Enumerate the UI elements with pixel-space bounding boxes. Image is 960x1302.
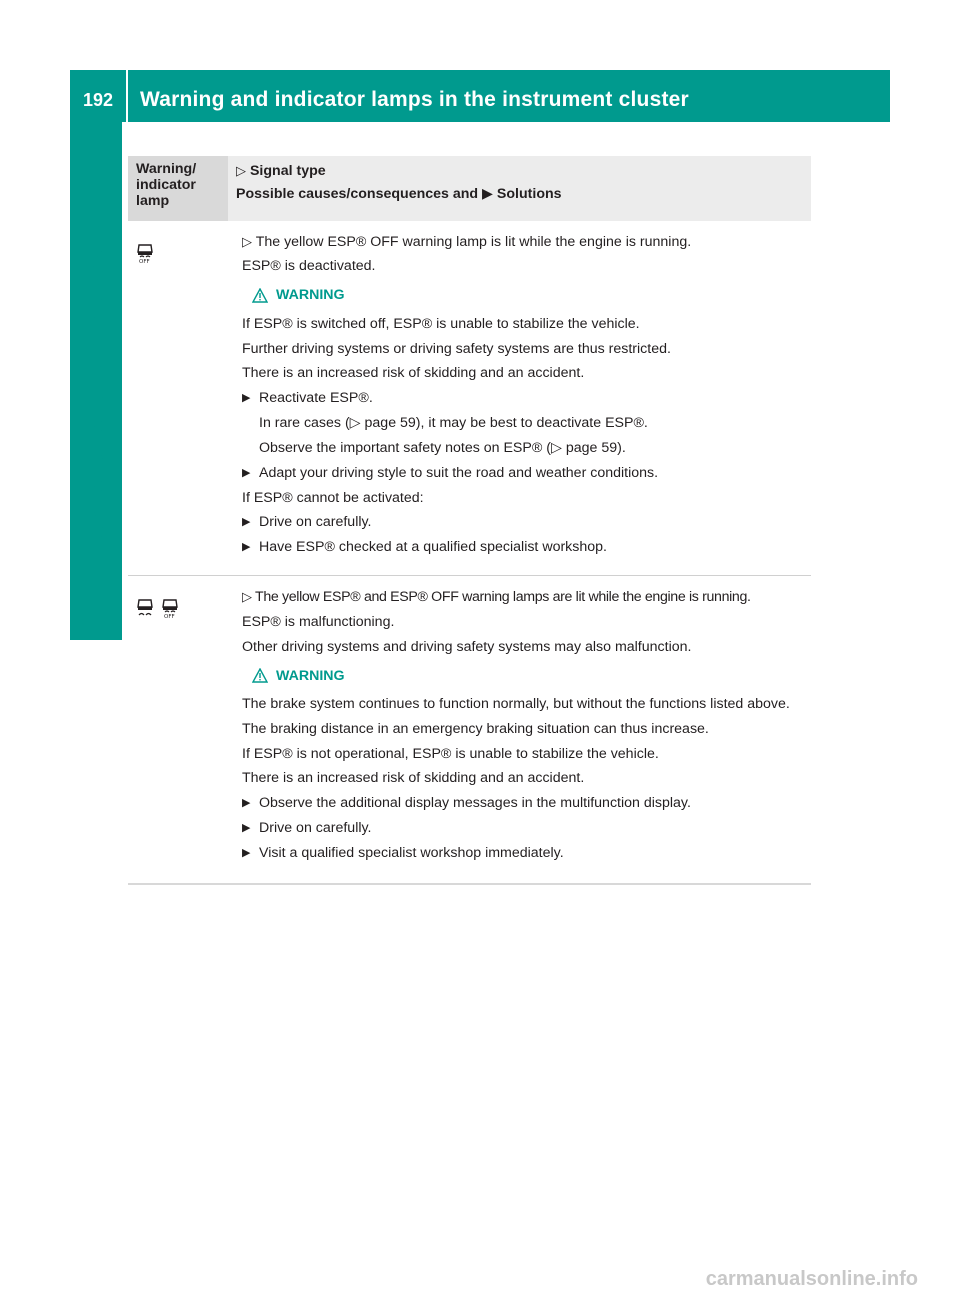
step-note: In rare cases (▷ page 59), it may be best to deactivate ESP®. (259, 415, 648, 432)
warning-line: The brake system continues to function normally, but without the functions listed above. (242, 696, 790, 713)
lamp-cell (128, 576, 228, 884)
warning-label: WARNING (276, 667, 345, 684)
svg-text:OFF: OFF (163, 614, 175, 619)
warning-triangle-icon (252, 288, 268, 303)
table-row (128, 576, 811, 884)
lamp-cell (128, 221, 228, 576)
chapter-title: Warning and indicator lamps in the instrument cluster (140, 88, 689, 111)
esp-off-icon (136, 243, 154, 263)
warning-line: There is an increased risk of skidding and an accident. (242, 770, 585, 787)
table-header-row (128, 156, 811, 221)
warning-line: If ESP® is switched off, ESP® is unable to stabilize the vehicle. (242, 315, 640, 332)
warning-triangle-icon (252, 668, 268, 683)
step-arrow-icon: ▶ (242, 392, 251, 405)
step-arrow-icon: ▶ (242, 541, 251, 554)
step: ▶ Have ESP® checked at a qualified specialist workshop. (242, 539, 607, 556)
cause-text: Other driving systems and driving safety systems may also malfunction. (242, 638, 692, 655)
info-cell (228, 221, 811, 576)
warning-line: The braking distance in an emergency braking situation can thus increase. (242, 721, 709, 737)
warning-lamps-table (128, 156, 811, 885)
step: ▶ Reactivate ESP®. (242, 390, 373, 407)
warning-line: There is an increased risk of skidding and an accident. (242, 365, 585, 382)
step: ▶ Observe the additional display messages in the multifunction display. (242, 795, 691, 812)
step-note: Observe the important safety notes on ESP® (▷ page 59). (259, 439, 626, 456)
warning-label: WARNING (276, 287, 345, 304)
signal-text: The yellow ESP® OFF warning lamp is lit while the engine is running. (255, 233, 692, 250)
table-row (128, 221, 811, 576)
cause-text: ESP® is deactivated. (242, 258, 376, 275)
watermark: carmanualsonline.info (705, 1268, 918, 1290)
cause-text: ESP® is malfunctioning. (242, 614, 395, 631)
warning-heading (252, 286, 807, 305)
esp-off-icon (161, 598, 179, 618)
signal-triangle-icon: ▷ (242, 589, 252, 605)
signal-triangle-icon: ▷ (236, 163, 246, 178)
signal-text: The yellow ESP® and ESP® OFF warning lamps are lit while the engine is running. (255, 589, 751, 606)
solutions-label: Solutions (496, 186, 562, 203)
step: ▶ Drive on carefully. (242, 820, 372, 837)
step-arrow-icon: ▶ (242, 516, 251, 529)
warning-line: Further driving systems or driving safety systems are thus restricted. (242, 340, 671, 357)
step-arrow-icon: ▶ (242, 822, 251, 835)
arrow-solid-icon: ▶ (482, 186, 493, 203)
step: ▶ Drive on carefully. (242, 514, 372, 531)
signal-type-label: Signal type (249, 163, 326, 179)
info-cell (228, 576, 811, 884)
step-arrow-icon: ▶ (242, 466, 251, 479)
svg-text:OFF: OFF (139, 258, 150, 263)
causes-label: Possible causes/consequences and (236, 186, 479, 203)
condition-text: If ESP® cannot be activated: (242, 489, 424, 506)
page-number: 192 (70, 70, 128, 122)
step-arrow-icon: ▶ (242, 847, 251, 860)
esp-icon (136, 598, 154, 618)
step-arrow-icon: ▶ (242, 797, 251, 810)
side-tab-label: On-board computer and displays (86, 225, 109, 539)
signal-triangle-icon: ▷ (242, 233, 252, 249)
col-info-header (228, 156, 811, 221)
warning-line: If ESP® is not operational, ESP® is unable to stabilize the vehicle. (242, 745, 659, 762)
col-lamp-header: Warning/ indicator lamp (128, 156, 228, 221)
warning-heading (252, 667, 807, 686)
page-header (70, 70, 890, 122)
step: ▶ Adapt your driving style to suit the road and weather conditions. (242, 464, 659, 481)
step: ▶ Visit a qualified specialist workshop immediately. (242, 845, 564, 862)
